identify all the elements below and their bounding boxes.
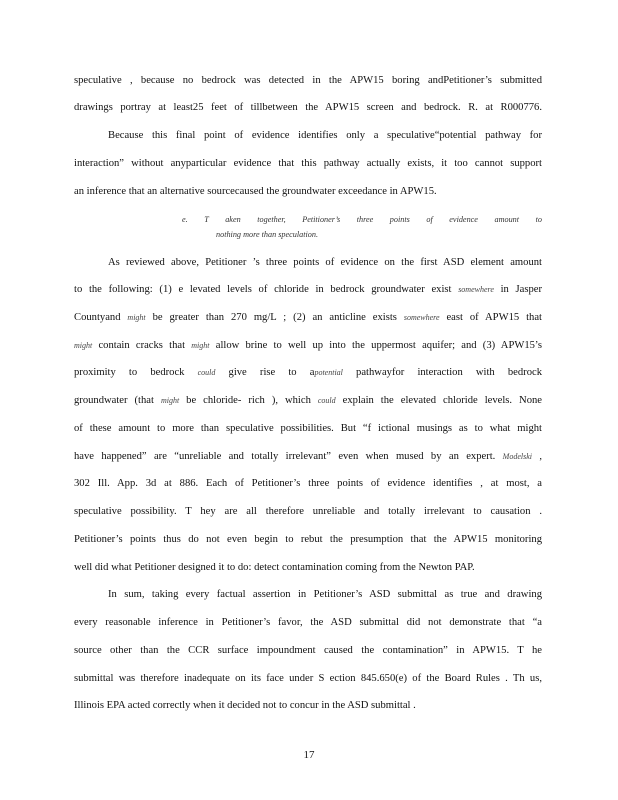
text-line: In sum, taking every factual assertion in Petitioner’s ASD submittal as true and drawing bbox=[108, 589, 542, 600]
text-line: of these amount to more than speculative possibilities. But “f ictional musings as to what might bbox=[74, 423, 542, 434]
text-line: Illinois EPA acted correctly when it decided not to concur in the ASD submittal . bbox=[74, 700, 416, 711]
text-line: groundwater (that might be chloride- rich ), which could explain the elevated chloride levels. None bbox=[74, 395, 543, 406]
text-line: 302 Ill. App. 3d at 886. Each of Petitioner’s three points of evidence identifies , at most, a bbox=[74, 478, 542, 489]
text-line: have happened” are “unreliable and totally irrelevant” even when mused by an expert. Modelski , bbox=[74, 451, 542, 462]
text-line: drawings portray at least25 feet of tillbetween the APW15 screen and bedrock. R. at R000776. bbox=[74, 102, 542, 113]
text-line: every reasonable inference in Petitioner’s favor, the ASD submittal did not demonstrate that “a bbox=[74, 617, 542, 628]
text-line: well did what Petitioner designed it to do: detect contamination coming from the Newton PAP. bbox=[74, 562, 475, 573]
section-heading-continued: nothing more than speculation. bbox=[216, 230, 319, 239]
text-line: to the following: (1) e levated levels of chloride in bedrock groundwater exist somewhere in Jasper bbox=[74, 284, 542, 295]
section-heading: e. T aken together, Petitioner’s three points of evidence amount to bbox=[182, 215, 542, 224]
text-line: As reviewed above, Petitioner ’s three points of evidence on the first ASD element amount bbox=[108, 257, 542, 268]
text-line: interaction” without anyparticular evidence that this pathway actually exists, it too cannot support bbox=[74, 158, 542, 169]
text-line: submittal was therefore inadequate on its face under S ection 845.650(e) of the Board Rules . Th us, bbox=[74, 673, 542, 684]
text-line: source other than the CCR surface impoundment caused the contamination” in APW15. T he bbox=[74, 645, 542, 656]
text-line: proximity to bedrock could give rise to apotential pathwayfor interaction with bedrock bbox=[74, 367, 542, 378]
text-line: Because this final point of evidence identifies only a speculative“potential pathway for bbox=[108, 130, 542, 141]
text-line: might contain cracks that might allow brine to well up into the uppermost aquifer; and (3) APW15’s bbox=[74, 340, 542, 351]
text-line: speculative , because no bedrock was detected in the APW15 boring andPetitioner’s submitted bbox=[74, 75, 542, 86]
text-line: Petitioner’s points thus do not even begin to rebut the presumption that the APW15 monitoring bbox=[74, 534, 542, 545]
page-number: 17 bbox=[303, 749, 315, 761]
text-line: an inference that an alternative sourcecaused the groundwater exceedance in APW15. bbox=[74, 186, 437, 197]
text-line: speculative possibility. T hey are all therefore unreliable and totally irrelevant to causation . bbox=[74, 506, 542, 517]
text-line: Countyand might be greater than 270 mg/L ; (2) an anticline exists somewhere east of APW15 that bbox=[74, 312, 542, 323]
